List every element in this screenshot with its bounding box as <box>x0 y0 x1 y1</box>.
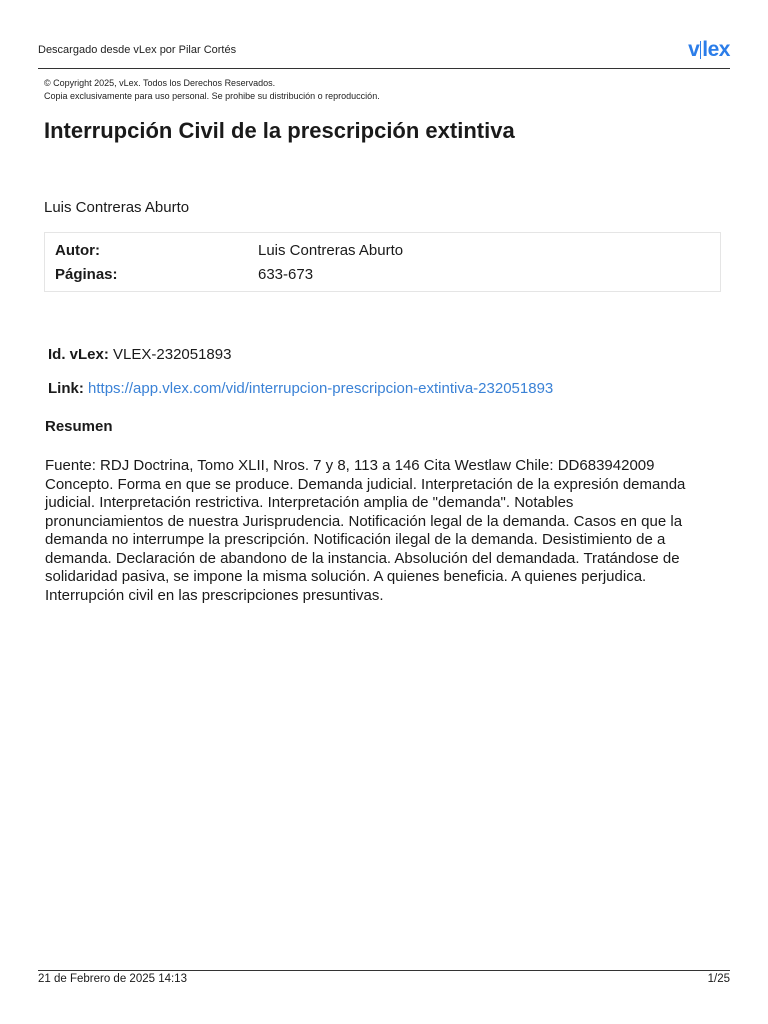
meta-key: Autor: <box>55 242 100 259</box>
resumen-heading: Resumen <box>45 418 113 435</box>
meta-key: Páginas: <box>55 266 118 283</box>
vlex-logo[interactable] <box>688 38 730 62</box>
resumen-line: Concepto. Forma en que se produce. Demanda judicial. Interpretación de la expresión demanda <box>45 475 686 493</box>
copyright-notice <box>44 77 380 103</box>
header-divider <box>38 68 730 69</box>
meta-value: 633-673 <box>258 266 314 283</box>
resumen-line: solidaridad pasiva, se impone la misma solución. A quienes beneficia. A quienes perjudica. <box>45 568 647 585</box>
resumen-line: Fuente: RDJ Doctrina, Tomo XLII, Nros. 7 y 8, 113 a 146 Cita Westlaw Chile: DD683942009 <box>45 457 655 474</box>
vlex-id-line <box>48 346 231 363</box>
id-label: Id. vLex: <box>48 346 109 363</box>
footer-divider <box>38 970 730 971</box>
resumen-line: demanda no interrumpe la prescripción. Notificación ilegal de la demanda. Desistimiento de a <box>45 531 666 548</box>
download-notice: Descargado desde vLex por Pilar Cortés <box>38 44 237 56</box>
metadata-box <box>44 232 721 292</box>
resumen-text <box>45 457 730 605</box>
logo-text-right: lex <box>702 38 730 61</box>
document-link[interactable]: https://app.vlex.com/vid/interrupcion-prescripcion-extintiva-232051893 <box>88 380 554 397</box>
resumen-line: pronunciamientos de nuestra Jurisprudencia. Notificación legal de la demanda. Casos en que la <box>45 512 683 530</box>
id-value: VLEX-232051893 <box>113 346 232 363</box>
link-label: Link: <box>48 380 84 397</box>
link-line <box>48 380 553 397</box>
logo-text-left: v <box>688 38 700 61</box>
copyright-line-1: © Copyright 2025, vLex. Todos los Derechos Reservados. <box>44 78 276 88</box>
copyright-line-2: Copia exclusivamente para uso personal. Se prohibe su distribución o reproducción. <box>44 91 380 101</box>
footer-date: 21 de Febrero de 2025 14:13 <box>38 973 187 985</box>
author-line: Luis Contreras Aburto <box>44 199 190 216</box>
resumen-line: judicial. Interpretación restrictiva. Interpretación amplia de "demanda". Notables <box>45 494 574 511</box>
resumen-line: Interrupción civil en las prescripciones presuntivas. <box>45 586 384 604</box>
document-title: Interrupción Civil de la prescripción extintiva <box>44 118 515 143</box>
page-number: 1/25 <box>707 973 730 985</box>
resumen-line: demanda. Declaración de abandono de la instancia. Absolución del demandada. Tratándose de <box>45 549 680 567</box>
meta-value: Luis Contreras Aburto <box>258 242 404 259</box>
